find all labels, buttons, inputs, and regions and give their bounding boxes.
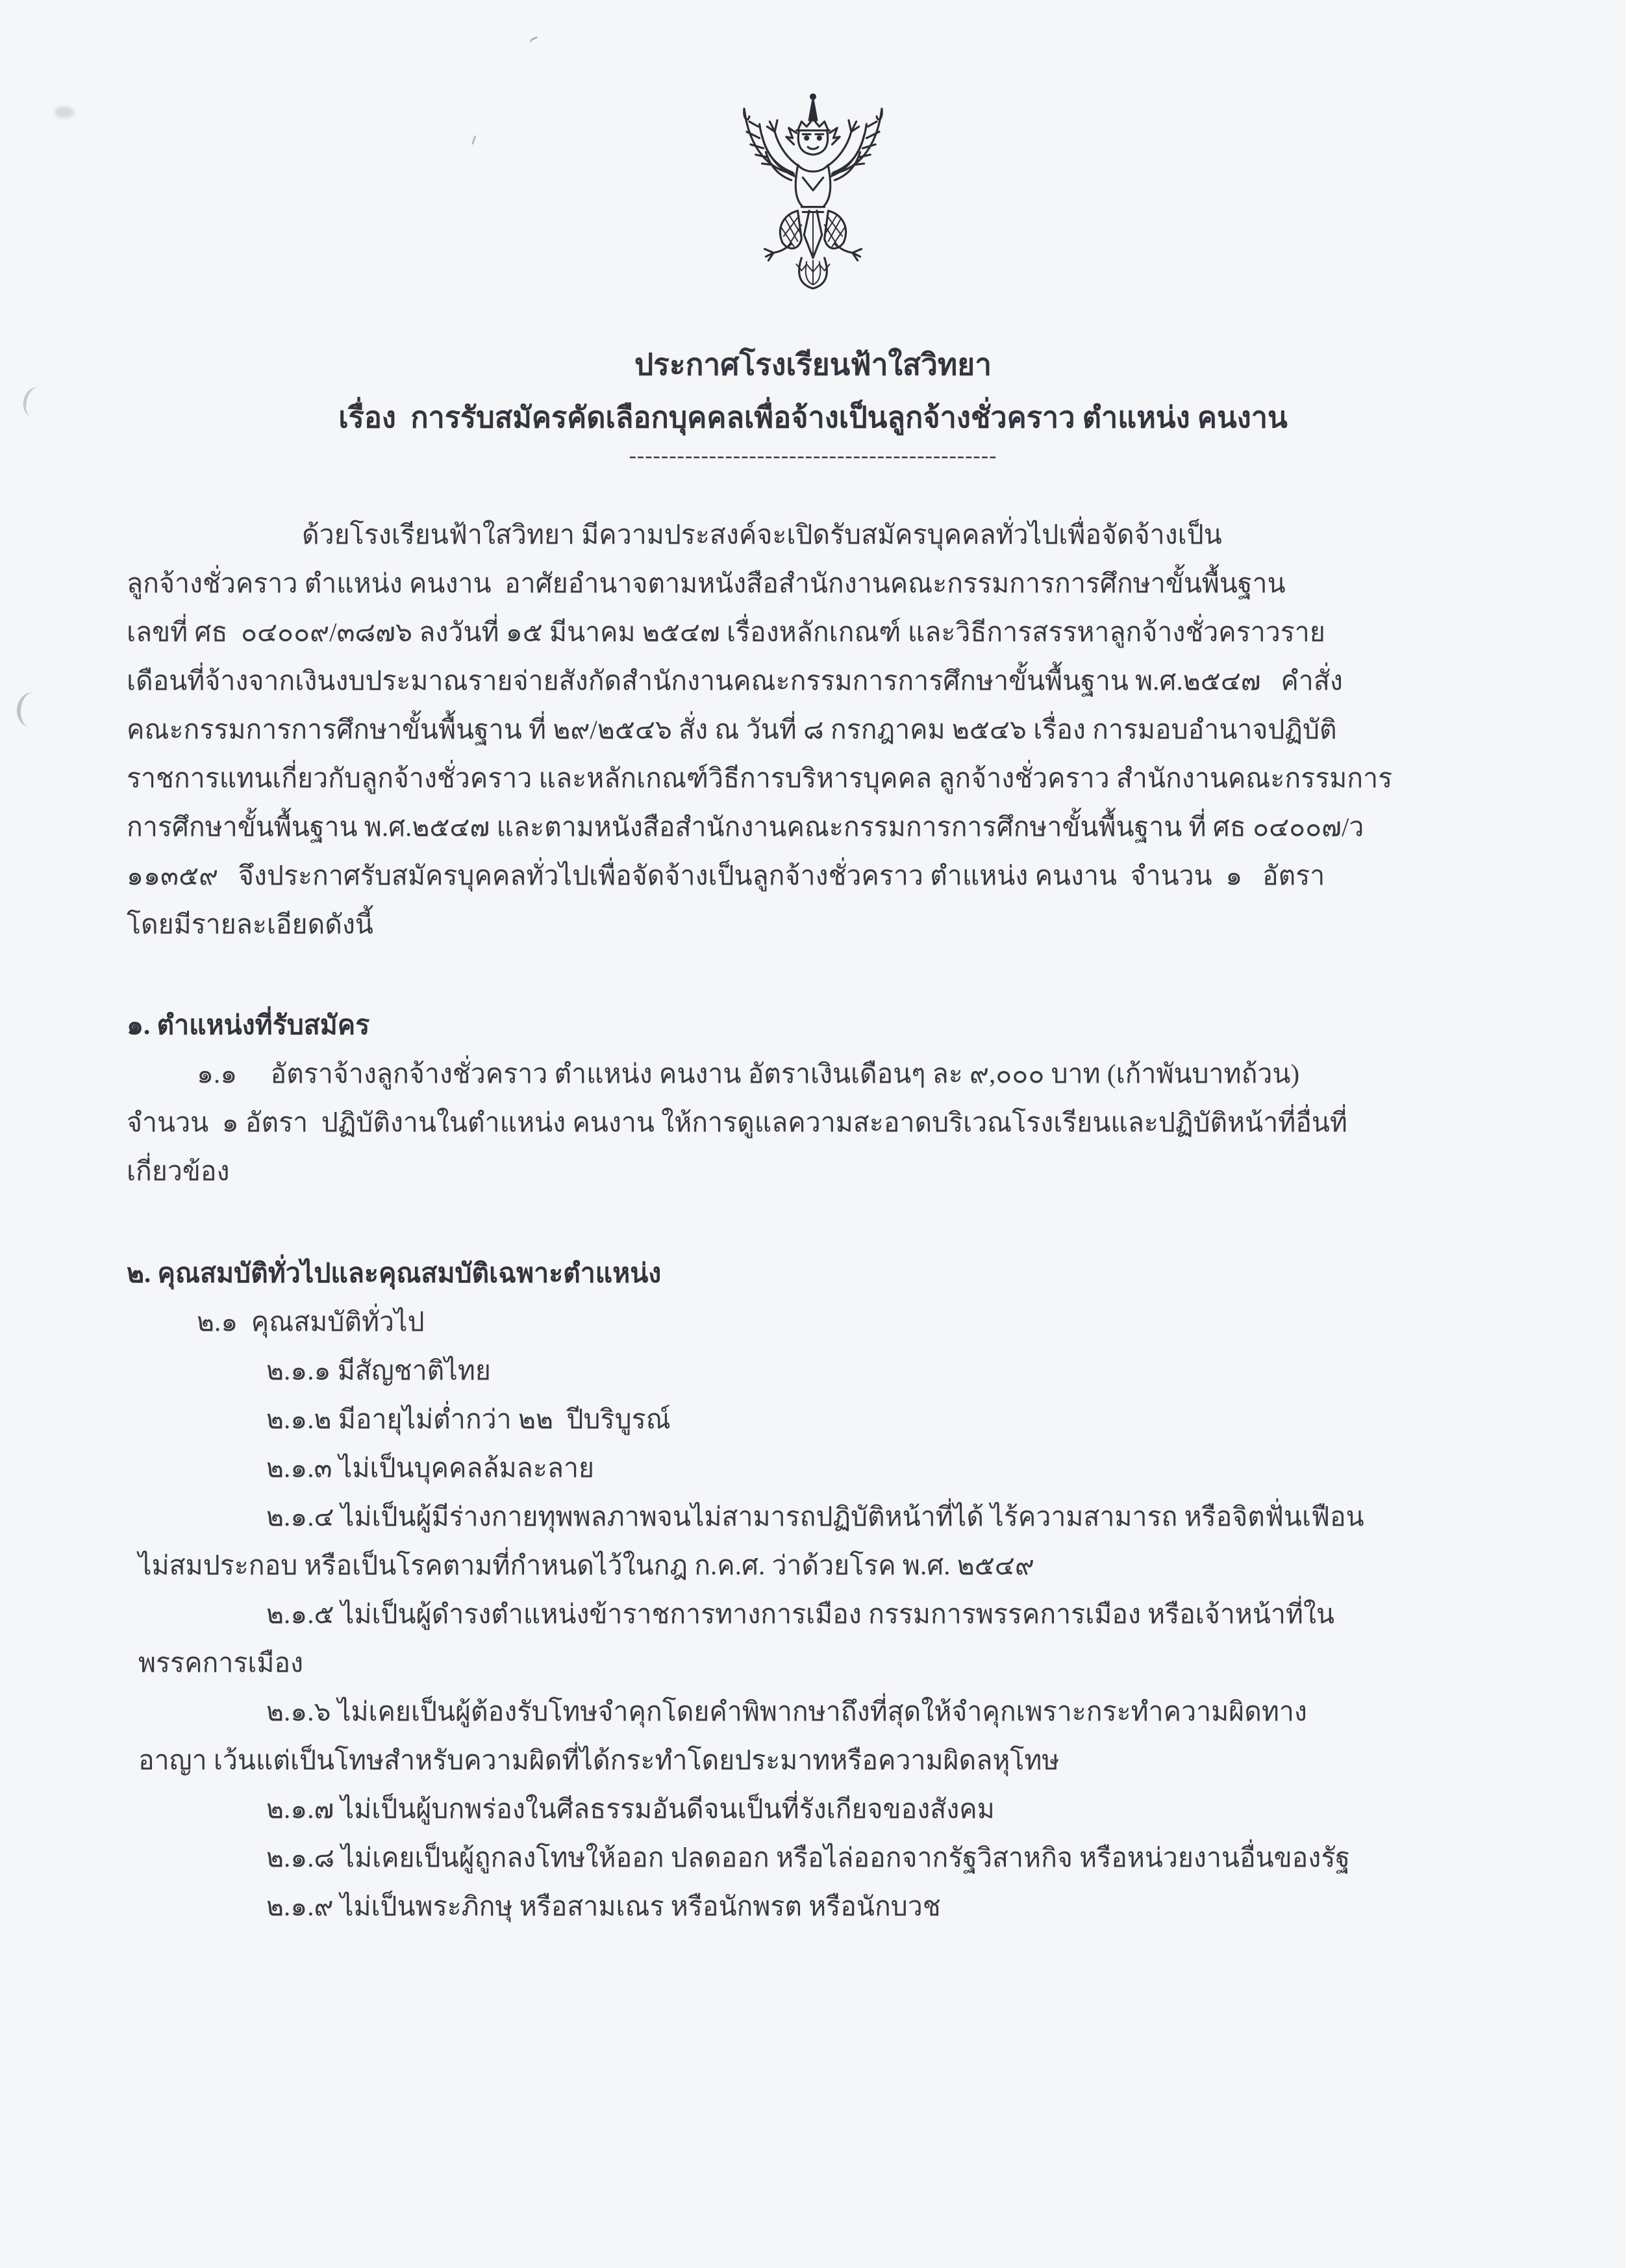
intro-line: โดยมีรายละเอียดดังนี้ <box>127 909 373 939</box>
garuda-emblem-icon <box>730 91 896 294</box>
section1-item-continuation: จำนวน ๑ อัตรา ปฏิบัติงานในตำแหน่ง คนงาน ให้การดูแลความสะอาดบริเวณโรงเรียนและปฏิบัติหน้าที่อื่นที่ <box>127 1107 1347 1137</box>
section1-item: ๑.๑ อัตราจ้างลูกจ้างชั่วคราว ตำแหน่ง คนงาน อัตราเงินเดือนๆ ละ ๙,๐๐๐ บาท (เก้าพันบาทถ้วน) <box>197 1059 1300 1089</box>
intro-line: ๑๑๓๕๙ จึงประกาศรับสมัครบุคคลทั่วไปเพื่อจัดจ้างเป็นลูกจ้างชั่วคราว ตำแหน่ง คนงาน จำนวน ๑ อัตรา <box>127 861 1325 890</box>
garuda-emblem <box>0 91 1626 294</box>
qualification-item-continuation: ไม่สมประกอบ หรือเป็นโรคตามที่กำหนดไว้ในกฎ ก.ค.ศ. ว่าด้วยโรค พ.ศ. ๒๕๔๙ <box>138 1550 1034 1580</box>
section2-subheading: ๒.๑ คุณสมบัติทั่วไป <box>197 1307 425 1337</box>
qualification-item: ๒.๑.๘ ไม่เคยเป็นผู้ถูกลงโทษให้ออก ปลดออก หรือไล่ออกจากรัฐวิสาหกิจ หรือหน่วยงานอื่นของรัฐ <box>266 1843 1350 1872</box>
qualification-item: ๒.๑.๓ ไม่เป็นบุคคลล้มละลาย <box>266 1453 595 1483</box>
document-title-line1: ประกาศโรงเรียนฟ้าใสวิทยา <box>634 348 992 381</box>
qualification-item: ๒.๑.๑ มีสัญชาติไทย <box>266 1355 491 1385</box>
intro-line: เลขที่ ศธ ๐๔๐๐๙/๓๘๗๖ ลงวันที่ ๑๕ มีนาคม ๒๕๔๗ เรื่องหลักเกณฑ์ และวิธีการสรรหาลูกจ้างชั่วคราวราย <box>127 617 1325 647</box>
qualification-item: ๒.๑.๒ มีอายุไม่ต่ำกว่า ๒๒ ปีบริบูรณ์ <box>266 1404 671 1434</box>
intro-line: การศึกษาขั้นพื้นฐาน พ.ศ.๒๕๔๗ และตามหนังสือสำนักงานคณะกรรมการการศึกษาขั้นพื้นฐาน ที่ ศธ ๐๔๐๐๗/ว <box>127 812 1364 842</box>
qualification-item: ๒.๑.๕ ไม่เป็นผู้ดำรงตำแหน่งข้าราชการทางการเมือง กรรมการพรรคการเมือง หรือเจ้าหน้าที่ใน <box>266 1599 1335 1629</box>
punch-hole-artifact <box>15 691 48 729</box>
qualification-item-continuation: พรรคการเมือง <box>138 1648 304 1678</box>
document-body <box>127 510 1507 1931</box>
qualification-item: ๒.๑.๗ ไม่เป็นผู้บกพร่องในศีลธรรมอันดีจนเป็นที่รังเกียจของสังคม <box>266 1794 995 1824</box>
intro-line: เดือนที่จ้างจากเงินงบประมาณรายจ่ายสังกัดสำนักงานคณะกรรมการการศึกษาขั้นพื้นฐาน พ.ศ.๒๕๔๗ คำสั่ง <box>127 666 1343 696</box>
intro-line: ราชการแทนเกี่ยวกับลูกจ้างชั่วคราว และหลักเกณฑ์วิธีการบริหารบุคคล ลูกจ้างชั่วคราว สำนักงานคณะกรรมการ <box>127 763 1393 793</box>
scan-speck-artifact <box>529 36 540 48</box>
intro-line: ด้วยโรงเรียนฟ้าใสวิทยา มีความประสงค์จะเปิดรับสมัครบุคคลทั่วไปเพื่อจัดจ้างเป็น <box>302 520 1222 549</box>
qualification-item-continuation: อาญา เว้นแต่เป็นโทษสำหรับความผิดที่ได้กระทำโดยประมาทหรือความผิดลหุโทษ <box>138 1745 1060 1775</box>
qualification-item: ๒.๑.๖ ไม่เคยเป็นผู้ต้องรับโทษจำคุกโดยคำพิพากษาถึงที่สุดให้จำคุกเพราะกระทำความผิดทาง <box>266 1696 1307 1726</box>
qualification-item: ๒.๑.๙ ไม่เป็นพระภิกษุ หรือสามเณร หรือนักพรต หรือนักบวช <box>266 1891 941 1921</box>
section-heading-1: ๑. ตำแหน่งที่รับสมัคร <box>127 1010 370 1040</box>
document-title-line2: เรื่อง การรับสมัครคัดเลือกบุคคลเพื่อจ้างเป็นลูกจ้างชั่วคราว ตำแหน่ง คนงาน <box>338 401 1288 434</box>
intro-line: คณะกรรมการการศึกษาขั้นพื้นฐาน ที่ ๒๙/๒๕๔๖ สั่ง ณ วันที่ ๘ กรกฎาคม ๒๕๔๖ เรื่อง การมอบอำนาจปฏิบัติ <box>127 714 1337 744</box>
qualification-item: ๒.๑.๔ ไม่เป็นผู้มีร่างกายทุพพลภาพจนไม่สามารถปฏิบัติหน้าที่ได้ ไร้ความสามารถ หรือจิตฟั่นเฟือน <box>266 1502 1364 1531</box>
section1-item-continuation: เกี่ยวข้อง <box>127 1156 230 1186</box>
title-divider-dashes: ---------------------------------------------- <box>629 444 997 468</box>
intro-line: ลูกจ้างชั่วคราว ตำแหน่ง คนงาน อาศัยอำนาจตามหนังสือสำนักงานคณะกรรมการการศึกษาขั้นพื้นฐาน <box>127 568 1286 598</box>
section-heading-2: ๒. คุณสมบัติทั่วไปและคุณสมบัติเฉพาะตำแหน่ง <box>127 1258 662 1288</box>
